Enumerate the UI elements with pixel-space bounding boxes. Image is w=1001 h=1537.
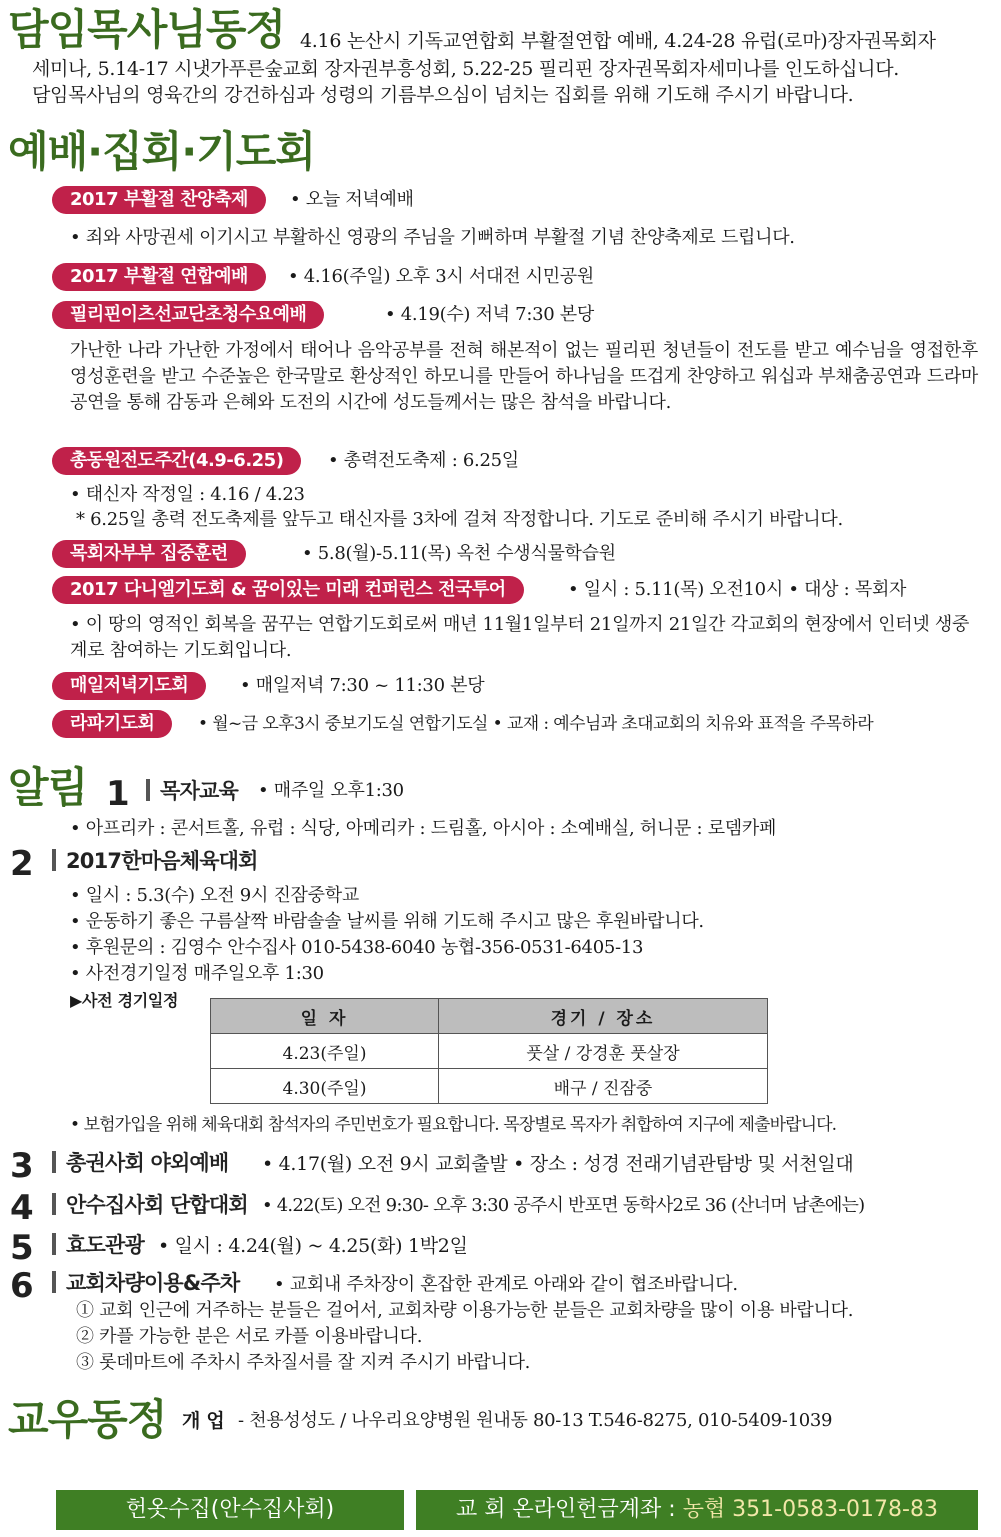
notice-1-number: 1 [106, 774, 130, 814]
schedule-date: 4.23(주일) [211, 1034, 439, 1069]
table-row [211, 1069, 768, 1104]
clothes-collection-banner: 헌옷수집(안수집사회) [56, 1490, 404, 1530]
notice-3-title: 총권사회 야외예배 [52, 1148, 228, 1178]
philippine-label: 필리핀이츠선교단초청수요예배 [52, 301, 324, 329]
notice-6-line-2: ② 카플 가능한 분은 서로 카플 이용바랍니다. [76, 1326, 423, 1347]
easter-praise-desc: • 죄와 사망권세 이기시고 부활하신 영광의 주님을 기뻐하며 부활절 기념 찬양축제로 드립니다. [70, 227, 795, 248]
evangelism-line-2: * 6.25일 총력 전도축제를 앞두고 태신자를 3차에 걸쳐 작정합니다. 기도로 준비해 주시기 바랍니다. [76, 509, 843, 530]
lapa-prayer-info: • 월~금 오후3시 중보기도실 연합기도실 • 교재 : 예수님과 초대교회의 치유와 표적을 주목하라 [198, 714, 874, 734]
notice-1-title: 목자교육 [146, 776, 238, 806]
lapa-prayer-label: 라파기도회 [52, 710, 172, 738]
easter-praise-info: • 오늘 저녁예배 [290, 189, 414, 210]
notice-6-info: • 교회내 주차장이 혼잡한 관계로 아래와 같이 협조바랍니다. [274, 1274, 738, 1295]
notice-5-info: • 일시 : 4.24(월) ~ 4.25(화) 1박2일 [158, 1235, 468, 1257]
schedule-header-date: 일 자 [211, 999, 439, 1034]
notice-3-number: 3 [10, 1146, 34, 1186]
schedule-date: 4.30(주일) [211, 1069, 439, 1104]
notice-2-number: 2 [10, 844, 34, 884]
daniel-label: 2017 다니엘기도회 & 꿈이있는 미래 컨퍼런스 전국투어 [52, 576, 524, 604]
notice-2-title: 2017한마음체육대회 [52, 846, 258, 876]
members-info: - 천용성성도 / 나우리요양병원 원내동 80-13 T.546-8275, 010-5409-1039 [238, 1410, 833, 1431]
schedule-event: 배구 / 진잠중 [439, 1069, 768, 1104]
notice-5-title: 효도관광 [52, 1230, 144, 1260]
pastor-line-2: 세미나, 5.14-17 시냇가푸른숲교회 장자권부흥성회, 5.22-25 필리핀 장자권목회자세미나를 인도하십니다. [32, 58, 899, 80]
notice-6-line-3: ③ 롯데마트에 주차시 주차질서를 잘 지켜 주시기 바랍니다. [76, 1352, 531, 1373]
notice-4-title: 안수집사회 단합대회 [52, 1190, 248, 1220]
evening-prayer-label: 매일저녁기도회 [52, 672, 206, 700]
schedule-table [210, 998, 768, 1104]
notices-section-title: 알림 [8, 763, 88, 812]
online-offering-banner [416, 1490, 978, 1530]
pastor-section-title: 담임목사님동정 [8, 5, 286, 54]
easter-union-label: 2017 부활절 연합예배 [52, 263, 266, 291]
notice-2-line-4: • 사전경기일정 매주일오후 1:30 [70, 963, 324, 984]
notice-3-info: • 4.17(월) 오전 9시 교회출발 • 장소 : 성경 전래기념관탐방 및 서천일대 [262, 1153, 854, 1175]
daniel-info: • 일시 : 5.11(목) 오전10시 • 대상 : 목회자 [568, 579, 907, 600]
evangelism-line-1: • 태신자 작정일 : 4.16 / 4.23 [70, 484, 305, 505]
philippine-desc: 가난한 나라 가난한 가정에서 태어나 음악공부를 전혀 해본적이 없는 필리핀 청년들이 전도를 받고 예수님을 영접한후 영성훈련을 받고 수준높은 한국말로 환상적인 하모니를 만들어 하나님을 뜨겁게 찬양하고 워십과 부채춤공연과 드라마공연을 통해 감동과 은혜와 도전의 시간에 성도들께서는 많은 참석을 바랍니다. [70, 340, 978, 413]
evangelism-info: • 총력전도축제 : 6.25일 [328, 450, 519, 471]
couples-label: 목회자부부 집중훈련 [52, 540, 246, 568]
table-row [211, 1034, 768, 1069]
pastor-line-3: 담임목사님의 영육간의 강건하심과 성령의 기름부으심이 넘치는 집회를 위해 기도해 주시기 바랍니다. [32, 84, 854, 106]
schedule-label: ▶사전 경기일정 [70, 991, 179, 1010]
evening-prayer-info: • 매일저녁 7:30 ~ 11:30 본당 [240, 675, 485, 696]
philippine-info: • 4.19(수) 저녁 7:30 본당 [385, 304, 594, 325]
schedule-header-event: 경기 / 장소 [439, 999, 768, 1034]
notice-2-line-3: • 후원문의 : 김영수 안수집사 010-5438-6040 농협-356-0531-6405-13 [70, 937, 644, 958]
easter-union-info: • 4.16(주일) 오후 3시 서대전 시민공원 [288, 266, 594, 287]
notice-6-number: 6 [10, 1266, 34, 1306]
easter-praise-label: 2017 부활절 찬양축제 [52, 186, 266, 214]
notice-4-number: 4 [10, 1188, 34, 1228]
notice-2-line-1: • 일시 : 5.3(수) 오전 9시 진잠중학교 [70, 885, 359, 906]
online-offering-label: 교 회 온라인헌금계좌 : [456, 1497, 683, 1522]
notice-6-title: 교회차량이용&주차 [52, 1268, 239, 1298]
notice-6-line-1: ① 교회 인근에 거주하는 분들은 걸어서, 교회차량 이용가능한 분들은 교회차량을 많이 이용 바랍니다. [76, 1300, 854, 1321]
notice-4-info: • 4.22(토) 오전 9:30- 오후 3:30 공주시 반포면 동학사2로 36 (산너머 남촌에는) [262, 1195, 865, 1216]
online-offering-account: 농협 351-0583-0178-83 [682, 1497, 938, 1522]
notice-2-line-2: • 운동하기 좋은 구름살짝 바람솔솔 날씨를 위해 기도해 주시고 많은 후원바랍니다. [70, 911, 704, 932]
pastor-line-1: 4.16 논산시 기독교연합회 부활절연합 예배, 4.24-28 유럽(로마)장자권목회자 [300, 30, 936, 52]
schedule-event: 풋살 / 강경훈 풋살장 [439, 1034, 768, 1069]
notice-1-line: • 아프리카 : 콘서트홀, 유럽 : 식당, 아메리카 : 드림홀, 아시아 : 소예배실, 허니문 : 로뎀카페 [70, 818, 777, 839]
evangelism-label: 총동원전도주간(4.9-6.25) [52, 447, 301, 475]
notice-2-line-5: • 보험가입을 위해 체육대회 참석자의 주민번호가 필요합니다. 목장별로 목자가 취합하여 지구에 제출바랍니다. [70, 1115, 837, 1135]
daniel-desc: • 이 땅의 영적인 회복을 꿈꾸는 연합기도회로써 매년 11월1일부터 21일까지 21일간 각교회의 현장에서 인터넷 생중계로 참여하는 기도회입니다. [70, 614, 970, 661]
members-label: 개 업 [182, 1410, 225, 1432]
worship-section-title: 예배·집회·기도회 [8, 127, 315, 176]
notice-1-info: • 매주일 오후1:30 [258, 780, 404, 801]
couples-info: • 5.8(월)-5.11(목) 옥천 수생식물학습원 [302, 543, 616, 564]
members-section-title: 교우동정 [8, 1395, 167, 1444]
notice-5-number: 5 [10, 1228, 34, 1268]
